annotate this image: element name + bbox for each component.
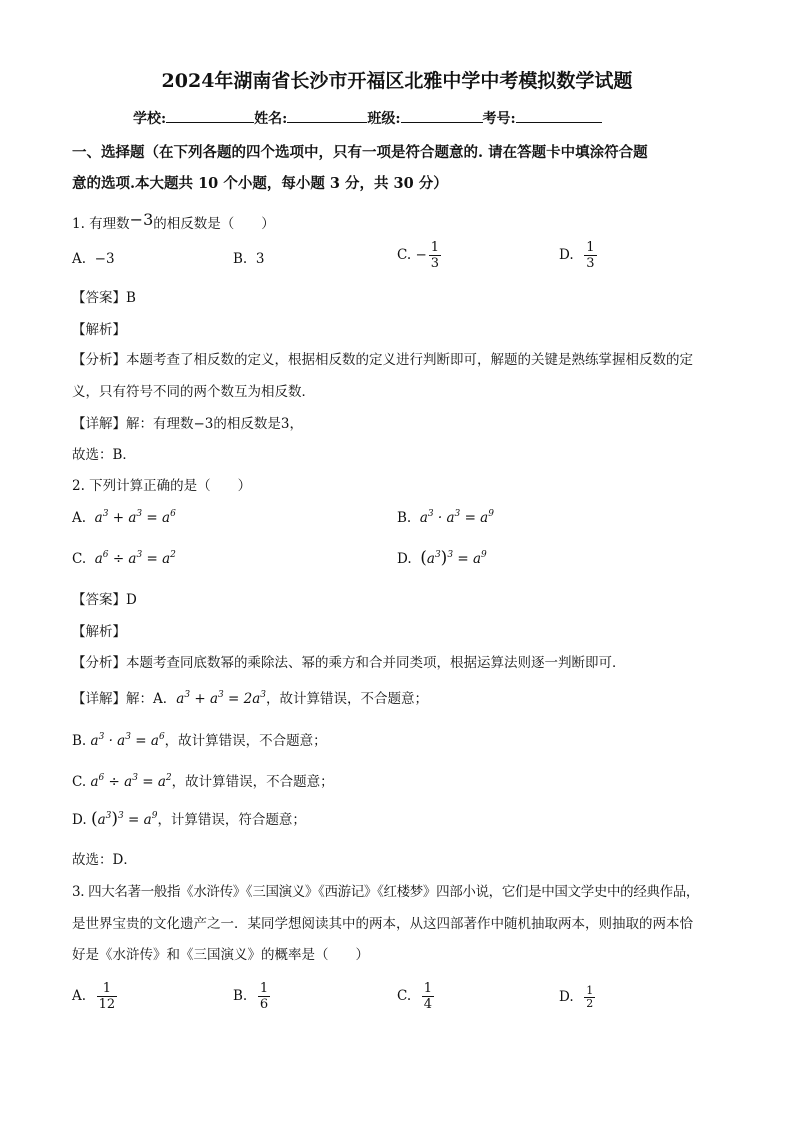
q2-detail-d — [72, 808, 306, 829]
denominator: 2 — [586, 997, 594, 1010]
numerator: 1 — [586, 984, 594, 997]
class-label: 班级: — [367, 111, 401, 127]
option-label: A. — [72, 251, 87, 267]
q1-stem — [72, 210, 275, 232]
detail-formula-b: $a^3 \cdot a^3 = a^6$ — [90, 732, 165, 749]
fraction — [97, 981, 118, 1012]
q1-option-c — [397, 240, 443, 271]
detail-label: C. — [72, 774, 87, 790]
numerator: 1 — [430, 240, 440, 255]
q1-stem-post: 的相反数是（ ） — [153, 216, 275, 232]
option-value: −3 — [94, 251, 115, 267]
detail-comment: ，故计算错误，不合题意； — [266, 691, 429, 707]
option-label: D. — [397, 551, 412, 567]
q1-choose: 故选：B． — [72, 447, 136, 463]
detail-comment: ，故计算错误，不合题意； — [164, 733, 327, 749]
denominator: 3 — [430, 256, 440, 271]
q1-answer: 【答案】B — [72, 290, 136, 306]
q2-option-b-formula: $a^3 \cdot a^3 = a^9$ — [419, 509, 494, 526]
q2-option-c-formula: $a^6 \div a^3 = a^2$ — [94, 550, 176, 567]
q3-stem-line3: 好是《水浒传》和《三国演义》的概率是（ ） — [72, 947, 369, 963]
q2-choose: 故选：D． — [72, 852, 137, 868]
q3-option-c — [397, 981, 436, 1012]
section1-line2: 意的选项.本大题共 10 个小题，每小题 3 分，共 30 分） — [72, 175, 448, 192]
q2-option-a-formula: $a^3 + a^3 = a^6$ — [94, 509, 176, 526]
q3-option-d — [559, 985, 597, 1010]
numerator: 1 — [586, 240, 595, 255]
option-label: D. — [559, 247, 574, 263]
number-blank — [516, 108, 602, 123]
q2-option-d-formula: $(a^3)^3 = a^9$ — [420, 548, 487, 568]
option-label: B. — [397, 510, 412, 526]
q2-stem: 2. 下列计算正确的是（ ） — [72, 478, 252, 494]
detail-label: D. — [72, 812, 87, 828]
denominator: 3 — [586, 256, 595, 271]
detail-prefix: 【详解】解：A． — [72, 691, 177, 707]
q1-stem-pre: 1. 有理数 — [72, 216, 130, 232]
q1-option-d — [559, 240, 599, 271]
option-label: A. — [72, 988, 87, 1004]
q3-option-a — [72, 981, 119, 1012]
numerator: 1 — [102, 981, 112, 996]
detail-formula-c: $a^6 \div a^3 = a^2$ — [90, 773, 172, 790]
fraction — [584, 985, 595, 1010]
q2-option-b — [397, 510, 494, 526]
school-blank — [166, 108, 254, 123]
option-label: C. — [397, 988, 412, 1004]
name-label: 姓名: — [254, 111, 288, 127]
option-sign: − — [415, 247, 427, 263]
q2-option-a — [72, 510, 176, 526]
number-label: 考号: — [482, 111, 516, 127]
q1-analysis-heading: 【解析】 — [72, 322, 126, 338]
q1-value: −3 — [129, 210, 154, 229]
q3-stem-line2: 是世界宝贵的文化遗产之一．某同学想阅读其中的两本，从这四部著作中随机抽取两本，则抽取的两本恰 — [72, 916, 693, 932]
q2-option-c — [72, 551, 176, 567]
numerator: 1 — [259, 981, 269, 996]
student-info-line — [133, 108, 602, 128]
fraction — [258, 981, 270, 1012]
q2-fenxi: 【分析】本题考查同底数幂的乘除法、幂的乘方和合并同类项，根据运算法则逐一判断即可． — [72, 655, 626, 671]
option-label: B. — [233, 251, 248, 267]
q1-fenxi-line1: 【分析】本题考查了相反数的定义，根据相反数的定义进行判断即可，解题的关键是熟练掌握相反数的定 — [72, 352, 693, 368]
q2-analysis-heading: 【解析】 — [72, 624, 126, 640]
q1-option-a — [72, 251, 115, 267]
detail-comment: ，故计算错误，不合题意； — [171, 774, 334, 790]
q2-detail-b — [72, 729, 327, 749]
school-label: 学校: — [133, 111, 167, 127]
detail-label: B. — [72, 733, 87, 749]
q2-detail-a — [72, 687, 428, 707]
q2-detail-c — [72, 770, 334, 790]
denominator: 12 — [98, 997, 116, 1012]
q3-option-b — [233, 981, 272, 1012]
page-title: 2024年湖南省长沙市开福区北雅中学中考模拟数学试题 — [161, 70, 633, 92]
option-value: 3 — [255, 251, 265, 267]
section1-line1: 一、选择题（在下列各题的四个选项中，只有一项是符合题意的. 请在答题卡中填涂符合题 — [72, 144, 648, 161]
option-label: A. — [72, 510, 87, 526]
q2-option-d — [397, 548, 487, 568]
q2-answer: 【答案】D — [72, 592, 137, 608]
fraction — [584, 240, 596, 271]
denominator: 4 — [423, 997, 433, 1012]
class-blank — [401, 108, 483, 123]
option-label: D. — [559, 989, 574, 1005]
q1-detail: 【详解】解：有理数−3的相反数是3， — [72, 416, 303, 432]
fraction — [422, 981, 434, 1012]
numerator: 1 — [423, 981, 433, 996]
detail-formula-d: $(a^3)^3 = a^9$ — [90, 809, 158, 829]
fraction — [429, 240, 441, 271]
q3-stem-line1: 3. 四大名著一般指《水浒传》《三国演义》《西游记》《红楼梦》四部小说，它们是中国文学史中的经典作品， — [72, 884, 700, 900]
option-label: B. — [233, 988, 248, 1004]
denominator: 6 — [259, 997, 269, 1012]
option-label: C. — [397, 247, 412, 263]
detail-comment: ，计算错误，符合题意； — [157, 812, 306, 828]
q1-option-b — [233, 251, 264, 267]
detail-formula-a: $a^3 + a^3 = 2a^3$ — [176, 690, 267, 707]
option-label: C. — [72, 551, 87, 567]
q1-fenxi-line2: 义，只有符号不同的两个数互为相反数． — [72, 384, 315, 400]
name-blank — [287, 108, 367, 123]
